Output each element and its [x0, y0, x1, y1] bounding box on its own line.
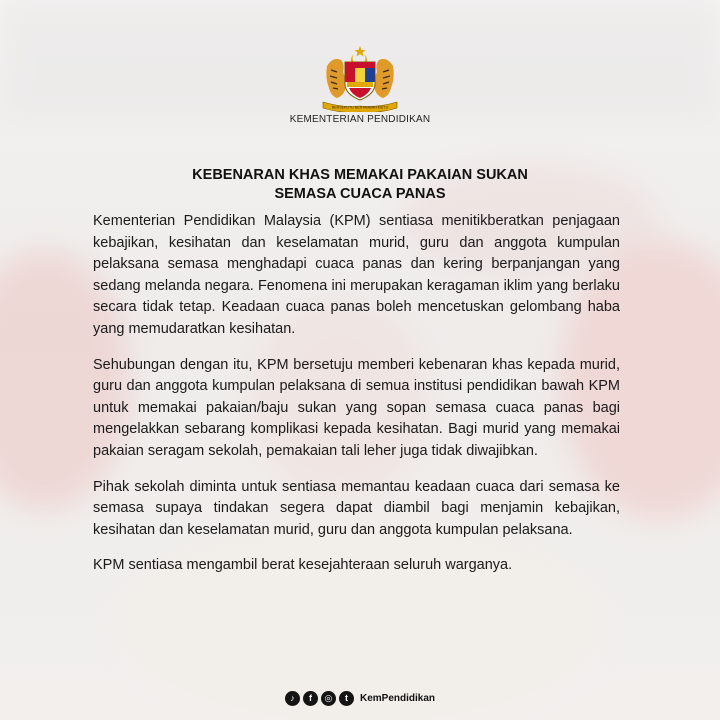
paragraph-3: Pihak sekolah diminta untuk sentiasa memantau keadaan cuaca dari semasa ke semasa supaya tindakan segera dapat diambil bagi menjamin kebajikan, kesihatan dan keselamatan murid, guru dan anggota kumpulan pelaksana. [93, 478, 620, 538]
statement-body [93, 211, 620, 591]
facebook-icon[interactable]: f [303, 691, 318, 706]
paragraph-2: Sehubungan dengan itu, KPM bersetuju memberi kebenaran khas kepada murid, guru dan anggota kumpulan pelaksana di semua institusi pendidikan bawah KPM untuk memakai pakaian/baju sukan yang sopan semasa cuaca panas bagi mengelakkan sebarang komplikasi kepada kesihatan. Bagi murid yang memakai pakaian seragam sekolah, pemakaian tali leher juga tidak diwajibkan. [93, 356, 620, 459]
social-footer [0, 689, 720, 707]
page-title [0, 166, 720, 204]
ministry-name: KEMENTERIAN PENDIDIKAN [289, 114, 431, 125]
title-line-2: SEMASA CUACA PANAS [274, 186, 446, 202]
title-line-1: KEBENARAN KHAS MEMAKAI PAKAIAN SUKAN [192, 167, 528, 183]
tiktok-icon[interactable]: ♪ [285, 691, 300, 706]
paragraph-4: KPM sentiasa mengambil berat kesejahteraan seluruh warganya. [93, 557, 513, 574]
social-handle[interactable]: KemPendidikan [359, 692, 436, 704]
twitter-icon[interactable]: t [339, 691, 354, 706]
paragraph-1: Kementerian Pendidikan Malaysia (KPM) sentiasa menitikberatkan penjagaan kebajikan, kesihatan dan keselamatan murid, guru dan anggota kumpulan pelaksana semasa menghadapi cuaca panas dan kering berpanjangan yang sedang melanda negara. Fenomena ini merupakan keragaman iklim yang berlaku secara tidak tetap. Keadaan cuaca panas boleh mencetuskan gelombang haba yang memudaratkan kesihatan. [93, 213, 620, 337]
instagram-icon[interactable]: ◎ [321, 691, 336, 706]
malaysia-coat-of-arms-icon [313, 44, 407, 112]
svg-text:BERSEKUTU BERTAMBAH MUTU: BERSEKUTU BERTAMBAH MUTU [331, 105, 389, 110]
